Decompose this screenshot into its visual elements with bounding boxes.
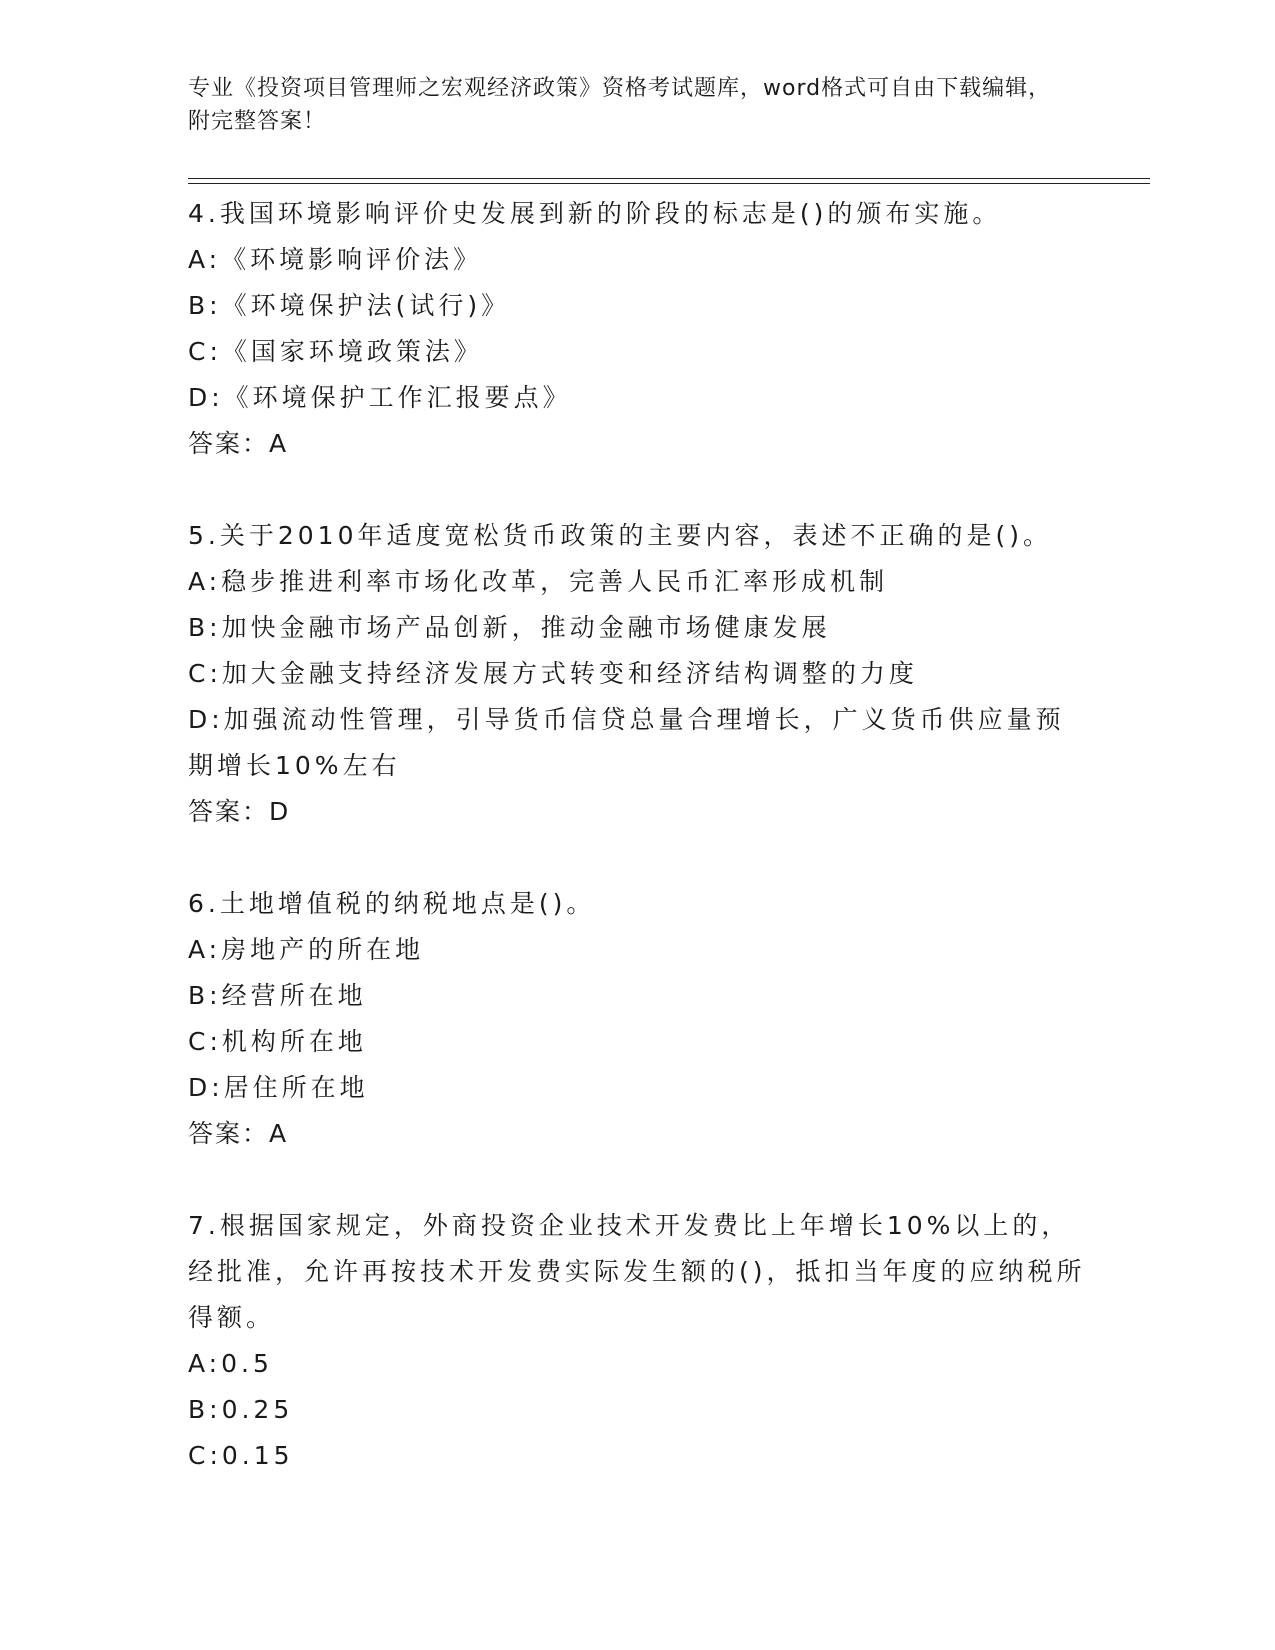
option-c: C:加大金融支持经济发展方式转变和经济结构调整的力度: [188, 659, 918, 688]
question-5: [188, 513, 1088, 835]
option-c: C:《国家环境政策法》: [188, 337, 483, 366]
option-b: B:经营所在地: [188, 981, 367, 1010]
option-a: A:《环境影响评价法》: [188, 245, 483, 274]
question-spacer: [188, 467, 1088, 513]
question-stem: 4.我国环境影响评价史发展到新的阶段的标志是()的颁布实施。: [188, 199, 1002, 228]
header-divider-second: [188, 183, 1150, 184]
question-4: [188, 191, 1088, 467]
option-d: D:加强流动性管理，引导货币信贷总量合理增长，广义货币供应量预期增长10%左右: [188, 705, 1065, 780]
answer: 答案：D: [188, 797, 291, 826]
header-divider: [188, 178, 1150, 179]
question-6: [188, 881, 1088, 1157]
document-header: 专业《投资项目管理师之宏观经济政策》资格考试题库，word格式可自由下载编辑，附完整答案！: [188, 76, 1052, 134]
option-a: A:稳步推进利率市场化改革，完善人民币汇率形成机制: [188, 567, 889, 596]
option-b: B:加快金融市场产品创新，推动金融市场健康发展: [188, 613, 831, 642]
question-7: [188, 1203, 1088, 1479]
option-d: D:《环境保护工作汇报要点》: [188, 383, 572, 412]
question-stem: 6.土地增值税的纳税地点是()。: [188, 889, 596, 918]
option-a: A:0.5: [188, 1349, 273, 1378]
option-c: C:0.15: [188, 1441, 294, 1470]
answer: 答案：A: [188, 429, 289, 458]
option-c: C:机构所在地: [188, 1027, 367, 1056]
option-d: D:居住所在地: [188, 1073, 369, 1102]
question-spacer: [188, 1157, 1088, 1203]
question-list: [188, 191, 1088, 1479]
question-spacer: [188, 835, 1088, 881]
answer: 答案：A: [188, 1119, 289, 1148]
question-stem: 7.根据国家规定，外商投资企业技术开发费比上年增长10%以上的，经批准，允许再按技术开发费实际发生额的()，抵扣当年度的应纳税所得额。: [188, 1211, 1086, 1332]
option-a: A:房地产的所在地: [188, 935, 425, 964]
question-stem: 5.关于2010年适度宽松货币政策的主要内容，表述不正确的是()。: [188, 521, 1052, 550]
option-b: B:《环境保护法(试行)》: [188, 291, 511, 320]
option-b: B:0.25: [188, 1395, 294, 1424]
